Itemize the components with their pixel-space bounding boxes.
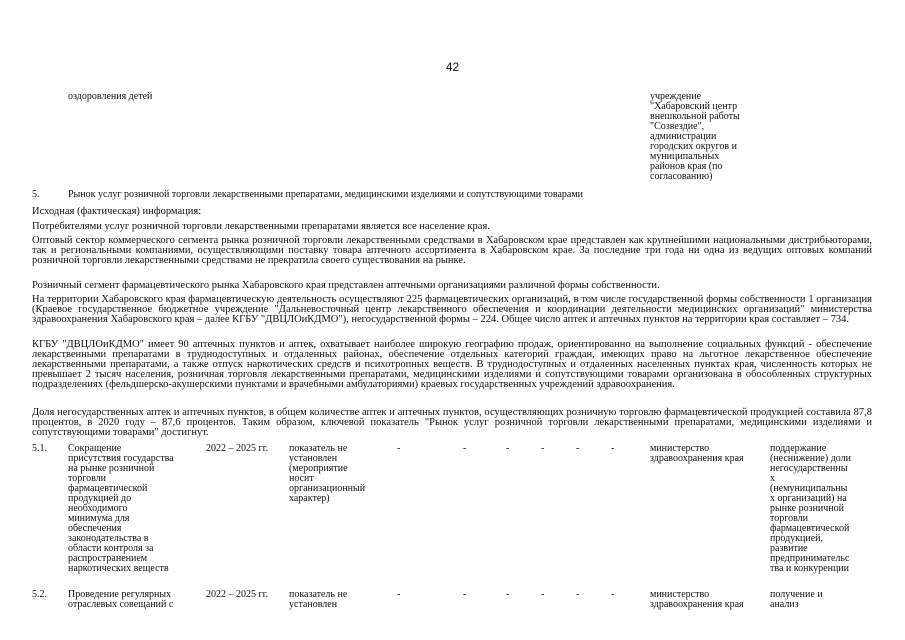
row-dash: - xyxy=(463,589,467,600)
paragraph-share: Доля негосударственных аптек и аптечных пунктов, в общем количестве аптек и аптечных пунктов, осуществляющих розничную торговлю фармацевтической продукцией составила 87,8 процентов, в 2020 году – 87,6 процентов. Таким образом, ключевой показатель "Рынок услуг розничной торговли лекарственными препаратами, медицинскими изделиями и сопутствующими товарами" достигнут. xyxy=(32,407,872,438)
row-number: 5.2. xyxy=(32,589,47,600)
row-dash: - xyxy=(576,589,580,600)
row-dash: - xyxy=(611,443,615,454)
row-dash: - xyxy=(463,443,467,454)
row-measure-name: Проведение регулярных отраслевых совещаний с xyxy=(68,589,174,610)
row-measure-name: Сокращение присутствия государства на рынке розничной торговли фармацевтической продукцией до необходимого минимума для обеспечения законодательства в области контроля за распространением наркотических веществ xyxy=(68,443,174,574)
row-indicator: показатель не установлен xyxy=(289,589,348,610)
row-executor: министерство здравоохранения края xyxy=(650,589,744,610)
row-dash: - xyxy=(611,589,615,600)
paragraph-wholesale: Оптовый сектор коммерческого сегмента рынка розничной торговли лекарственными средствами в Хабаровском крае представлен как крупнейшими национальными дистрибьюторами, так и региональными компаниями, осуществляющими поставку товара аптечного ассортимента в Хабаровском крае. За последние три года ни одна из ведущих оптовых компаний розничной торговли лекарственными средствами не прекратила своего существования на рынке. xyxy=(32,235,872,266)
paragraph-retail-segment: Розничный сегмент фармацевтического рынка Хабаровского края представлен аптечными организациями различной формы собственности. xyxy=(32,280,660,291)
row-dash: - xyxy=(506,589,510,600)
row-dash: - xyxy=(541,589,545,600)
row-expected-result: получение и анализ xyxy=(770,589,823,610)
paragraph-pharmacy-count: На территории Хабаровского края фармацевтическую деятельность осуществляют 225 фармацевтических организаций, в том числе государственной формы собственности 1 организация (Краевое государственное бюджетное учреждение "Дальневосточный центр лекарственного обеспечения и координации деятельности медицинских организаций" министерства здравоохранения Хабаровского края – далее КГБУ "ДВЦЛОиКДМО"), негосударственной формы – 224. Общее число аптек и аптечных пунктов на территории края составляет – 734. xyxy=(32,294,872,325)
page-number: 42 xyxy=(445,60,460,74)
row-dash: - xyxy=(541,443,545,454)
section-title: Рынок услуг розничной торговли лекарственными препаратами, медицинскими изделиями и сопутствующими товарами xyxy=(68,189,584,200)
row-expected-result: поддержание (неснижение) доли негосударственны х (немуниципальны х организаций) на рынке розничной торговли фармацевтической продукцией, развитие предпринимательс тва и конкуренции xyxy=(770,443,851,574)
paragraph-kgbu: КГБУ "ДВЦЛОиКДМО" имеет 90 аптечных пунктов и аптек, охватывает наиболее широкую географию продаж, ориентированно на выполнение социальных функций - обеспечение лекарственными препаратами в труднодоступных и отдаленных районах, обеспечение отдельных категорий граждан, имеющих право на льготное лекарственное обеспечение лекарственными препаратами, а также отпуск наркотических средств и психотропных веществ. В труднодоступных и отдаленных населенных пунктах края, численность которых не превышает 2 тысяч населения, розничная торговля лекарственными препаратами, медицинскими изделиями и сопутствующими товарами организована в обособленных структурных подразделениях (фельдшерско-акушерскими пунктами и врачебными амбулаториями) краевых государственных учреждений здравоохранения. xyxy=(32,339,872,390)
row-dash: - xyxy=(576,443,580,454)
row-dash: - xyxy=(397,589,401,600)
top-row-right-text: учреждение "Хабаровский центр внешкольной работы "Созвездие", администрации городских округов и муниципальных районов края (по согласованию) xyxy=(650,91,740,182)
row-period: 2022 – 2025 гг. xyxy=(206,589,269,600)
top-row-left-text: оздоровления детей xyxy=(68,91,153,102)
row-dash: - xyxy=(506,443,510,454)
row-number: 5.1. xyxy=(32,443,47,454)
row-dash: - xyxy=(397,443,401,454)
row-indicator: показатель не установлен (мероприятие носит организационный характер) xyxy=(289,443,366,504)
row-executor: министерство здравоохранения края xyxy=(650,443,744,464)
paragraph-intro: Исходная (фактическая) информация: xyxy=(32,206,202,217)
section-number: 5. xyxy=(32,189,40,200)
row-period: 2022 – 2025 гг. xyxy=(206,443,269,454)
paragraph-consumers: Потребителями услуг розничной торговли лекарственными препаратами является все население края. xyxy=(32,221,490,232)
